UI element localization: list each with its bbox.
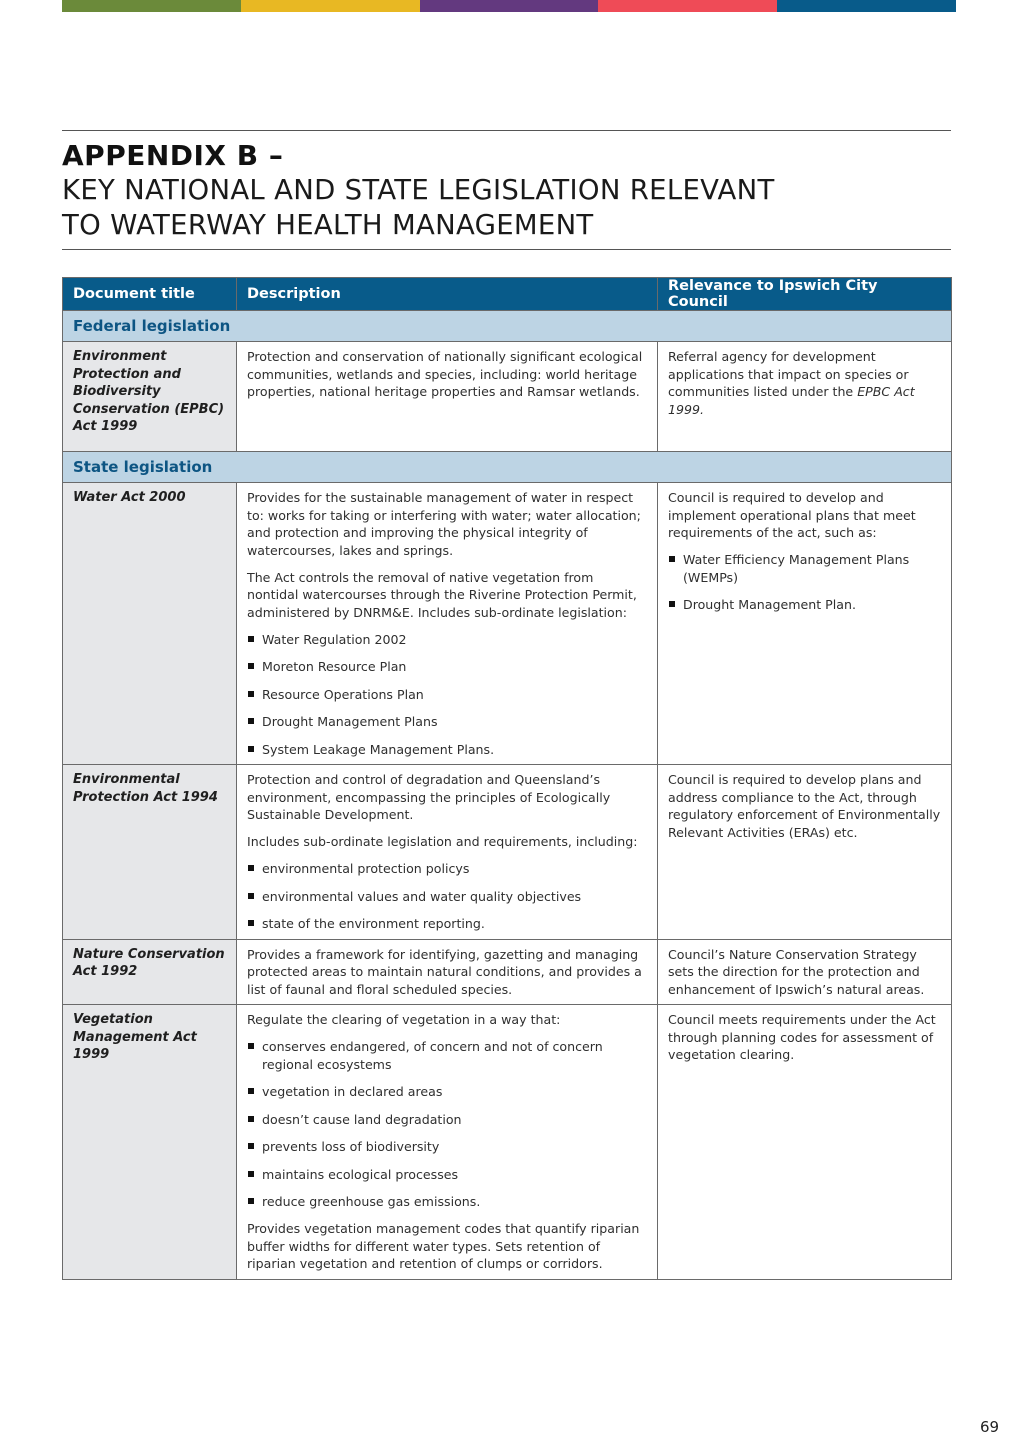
table-row <box>63 765 952 940</box>
header-description: Description <box>237 278 658 311</box>
list-item <box>247 1166 647 1184</box>
bullet-icon <box>248 1088 254 1094</box>
list-item-text: maintains ecological processes <box>262 1166 459 1182</box>
bullet-icon <box>248 920 254 926</box>
title-appendix: APPENDIX B – <box>62 139 284 172</box>
color-bar-segment <box>777 0 956 12</box>
relevance-cell <box>658 483 952 765</box>
description-cell <box>237 342 658 452</box>
description-cell <box>237 765 658 940</box>
bullet-icon <box>248 1171 254 1177</box>
bullet-icon <box>248 636 254 642</box>
header-relevance: Relevance to Ipswich City Council <box>658 278 952 311</box>
list-item <box>247 1138 647 1156</box>
list-item-text: state of the environment reporting. <box>262 916 485 931</box>
list-item-text: Resource Operations Plan <box>262 686 424 702</box>
table-header-row <box>63 278 952 311</box>
description-text: Provides a framework for identifying, gazetting and managing protected areas to maintain natural conditions, and provides a list of faunal and floral scheduled species. <box>247 946 642 997</box>
section-row-state <box>63 452 952 483</box>
document-title-cell: Vegetation Management Act 1999 <box>63 1005 237 1280</box>
bullet-icon <box>669 556 675 562</box>
color-bar-segment <box>598 0 777 12</box>
color-bar-segment <box>420 0 599 12</box>
bullet-icon <box>248 1116 254 1122</box>
relevance-text-plain: Referral agency for development applications that impact on species or communities listed under the <box>668 349 909 399</box>
list-item-text: Moreton Resource Plan <box>262 659 407 674</box>
bullet-icon <box>248 865 254 871</box>
description-text: Protection and control of degradation and Queensland’s environment, encompassing the principles of Ecologically Sustainable Development. <box>247 772 611 822</box>
list-item-text: environmental protection policys <box>262 861 470 876</box>
relevance-cell <box>658 765 952 940</box>
bullet-icon <box>248 1043 254 1049</box>
table-row <box>63 342 952 452</box>
page-number: 69 <box>980 1418 1000 1436</box>
relevance-text: Council meets requirements under the Act through planning codes for assessment of vegetation clearing. <box>668 1012 936 1062</box>
list-item-text: Drought Management Plans <box>262 714 438 729</box>
bullet-icon <box>248 893 254 899</box>
description-text: Provides vegetation management codes that quantify riparian buffer widths for different water types. Sets retention of riparian vegetation and retention of clumps or corridors. <box>247 1221 640 1271</box>
title-subtitle-line2: TO WATERWAY HEALTH MANAGEMENT <box>62 209 594 241</box>
table-row <box>63 483 952 765</box>
list-item <box>247 1193 647 1211</box>
relevance-cell <box>658 1005 952 1280</box>
list-item <box>247 658 647 676</box>
section-row-federal <box>63 311 952 342</box>
list-item-text: conserves endangered, of concern and not of concern regional ecosystems <box>262 1039 603 1072</box>
title-subtitle-line1: KEY NATIONAL AND STATE LEGISLATION RELEVANT <box>62 174 775 206</box>
relevance-act-reference: EPBC Act 1999. <box>668 384 915 417</box>
section-label: State legislation <box>63 452 952 483</box>
bullet-icon <box>248 718 254 724</box>
description-cell <box>237 483 658 765</box>
bullet-icon <box>248 663 254 669</box>
document-title-cell: Water Act 2000 <box>63 483 237 765</box>
header-document-title: Document title <box>63 278 237 311</box>
relevance-text <box>668 348 941 418</box>
list-item <box>247 1111 647 1129</box>
list-item-text: System Leakage Management Plans. <box>262 741 495 757</box>
bullet-icon <box>248 1198 254 1204</box>
bullet-icon <box>248 691 254 697</box>
relevance-cell <box>658 939 952 1005</box>
relevance-text: Council’s Nature Conservation Strategy sets the direction for the protection and enhancement of Ipswich’s natural areas. <box>668 946 925 997</box>
list-item <box>668 596 941 614</box>
list-item <box>247 860 647 878</box>
list-item-text: vegetation in declared areas <box>262 1084 443 1099</box>
list-item <box>247 888 647 906</box>
bullet-list <box>247 860 647 933</box>
list-item <box>668 551 941 586</box>
relevance-text: Council is required to develop plans and address compliance to the Act, through regulatory enforcement of Environmentally Relevant Activities (ERAs) etc. <box>668 772 941 840</box>
list-item-text: Water Regulation 2002 <box>262 631 407 647</box>
section-label: Federal legislation <box>63 311 952 342</box>
bullet-icon <box>669 601 675 607</box>
color-bar-segment <box>62 0 241 12</box>
list-item-text: Drought Management Plan. <box>683 597 856 612</box>
page-title <box>62 130 951 250</box>
bullet-list <box>247 1038 647 1211</box>
document-title-cell: Environmental Protection Act 1994 <box>63 765 237 940</box>
relevance-text: Council is required to develop and implement operational plans that meet requirements of the act, such as: <box>668 490 916 540</box>
table-row <box>63 939 952 1005</box>
bullet-list <box>668 551 941 614</box>
bullet-icon <box>248 746 254 752</box>
description-text: Protection and conservation of nationally significant ecological communities, wetlands and species, including: world heritage properties, national heritage properties and Ramsar wetlands. <box>247 349 643 399</box>
list-item-text: environmental values and water quality objectives <box>262 888 582 904</box>
description-text: Regulate the clearing of vegetation in a way that: <box>247 1012 561 1027</box>
list-item <box>247 631 647 649</box>
description-text: Provides for the sustainable management of water in respect to: works for taking or interfering with water; water allocation; and protection and improving the physical integrity of watercourses, lakes and springs. <box>247 490 641 558</box>
list-item <box>247 686 647 704</box>
list-item-text: reduce greenhouse gas emissions. <box>262 1194 481 1209</box>
color-bar-segment <box>241 0 420 12</box>
list-item <box>247 1083 647 1101</box>
table-row <box>63 1005 952 1280</box>
description-text: The Act controls the removal of native vegetation from nontidal watercourses through the Riverine Protection Permit, administered by DNRM&E. Includes sub-ordinate legislation: <box>247 569 637 620</box>
list-item <box>247 915 647 933</box>
relevance-cell <box>658 342 952 452</box>
description-cell <box>237 939 658 1005</box>
description-cell <box>237 1005 658 1280</box>
legislation-table <box>62 277 952 1280</box>
list-item-text: prevents loss of biodiversity <box>262 1139 440 1154</box>
list-item <box>247 713 647 731</box>
list-item-text: doesn’t cause land degradation <box>262 1111 462 1127</box>
bullet-icon <box>248 1143 254 1149</box>
list-item <box>247 1038 647 1073</box>
list-item-text: Water Efficiency Management Plans (WEMPs) <box>683 552 910 585</box>
list-item <box>247 741 647 759</box>
document-title-cell: Environment Protection and Biodiversity Conservation (EPBC) Act 1999 <box>63 342 237 452</box>
color-bar <box>62 0 956 12</box>
bullet-list <box>247 631 647 759</box>
description-text: Includes sub-ordinate legislation and requirements, including: <box>247 834 638 849</box>
document-title-cell: Nature Conservation Act 1992 <box>63 939 237 1005</box>
